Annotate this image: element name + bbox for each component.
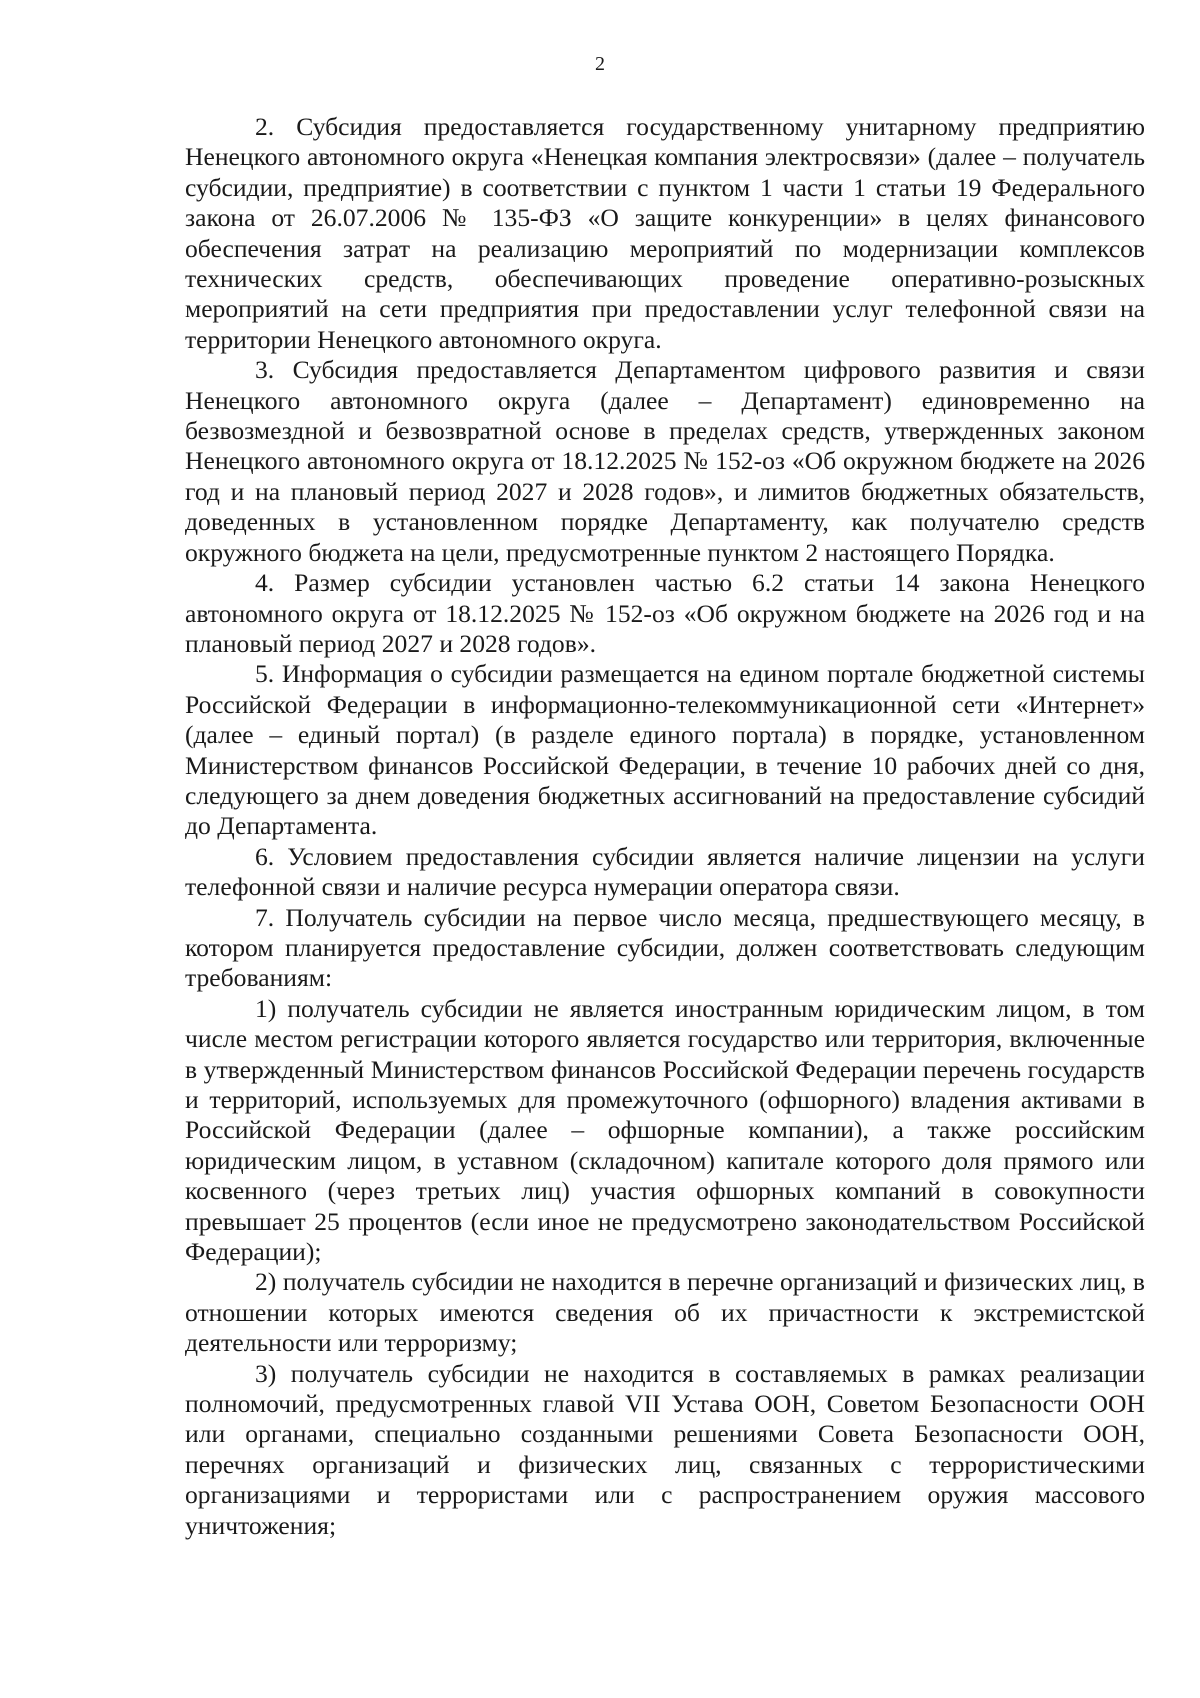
requirement-item-1: 1) получатель субсидии не является иностранным юридическим лицом, в том числе местом регистрации которого является государство или территория, включенные в утвержденный Министерством финансов Российской Федерации перечень государств и территорий, используемых для промежуточного (офшорного) владения активами в Российской Федерации (далее – офшорные компании), а также российским юридическим лицом, в уставном (складочном) капитале которого доля прямого или косвенного (через третьих лиц) участия офшорных компаний в совокупности превышает 25 процентов (если иное не предусмотрено законодательством Российской Федерации); xyxy=(185,993,1145,1267)
page-number: 2 xyxy=(595,53,605,75)
paragraph-item-7: 7. Получатель субсидии на первое число месяца, предшествующего месяцу, в котором планируется предоставление субсидии, должен соответствовать следующим требованиям: xyxy=(185,902,1145,993)
paragraph-item-4: 4. Размер субсидии установлен частью 6.2 статьи 14 закона Ненецкого автономного округа от 18.12.2025 № 152-оз «Об окружном бюджете на 2026 год и на плановый период 2027 и 2028 годов». xyxy=(185,568,1145,658)
requirement-item-2: 2) получатель субсидии не находится в перечне организаций и физических лиц, в отношении которых имеются сведения об их причастности к экстремистской деятельности или терроризму; xyxy=(185,1267,1145,1358)
requirement-item-3: 3) получатель субсидии не находится в составляемых в рамках реализации полномочий, предусмотренных главой VII Устава ООН, Советом Безопасности ООН или органами, специально созданными решениями Совета Безопасности ООН, перечнях организаций и физических лиц, связанных с террористическими организациями и террористами или с распространением оружия массового уничтожения; xyxy=(185,1358,1145,1540)
paragraph-item-5: 5. Информация о субсидии размещается на едином портале бюджетной системы Российской Федерации в информационно-телекоммуникационной сети «Интернет» (далее – единый портал) (в разделе единого портала) в порядке, установленном Министерством финансов Российской Федерации, в течение 10 рабочих дней со дня, следующего за днем доведения бюджетных ассигнований на предоставление субсидий до Департамента. xyxy=(185,659,1145,841)
paragraph-item-3: 3. Субсидия предоставляется Департаментом цифрового развития и связи Ненецкого автономного округа (далее – Департамент) единовременно на безвозмездной и безвозвратной основе в пределах средств, утвержденных законом Ненецкого автономного округа от 18.12.2025 № 152-оз «Об окружном бюджете на 2026 год и на плановый период 2027 и 2028 годов», и лимитов бюджетных обязательств, доведенных в установленном порядке Департаменту, как получателю средств окружного бюджета на цели, предусмотренные пунктом 2 настоящего Порядка. xyxy=(185,355,1145,567)
paragraph-item-2: 2. Субсидия предоставляется государственному унитарному предприятию Ненецкого автономного округа «Ненецкая компания электросвязи» (далее – получатель субсидии, предприятие) в соответствии с пунктом 1 части 1 статьи 19 Федерального закона от 26.07.2006 № 135-ФЗ «О защите конкуренции» в целях финансового обеспечения затрат на реализацию мероприятий по модернизации комплексов технических средств, обеспечивающих проведение оперативно-розыскных мероприятий на сети предприятия при предоставлении услуг телефонной связи на территории Ненецкого автономного округа. xyxy=(185,112,1145,354)
document-body xyxy=(185,112,1145,1541)
paragraph-item-6: 6. Условием предоставления субсидии является наличие лицензии на услуги телефонной связи и наличие ресурса нумерации оператора связи. xyxy=(185,841,1145,902)
